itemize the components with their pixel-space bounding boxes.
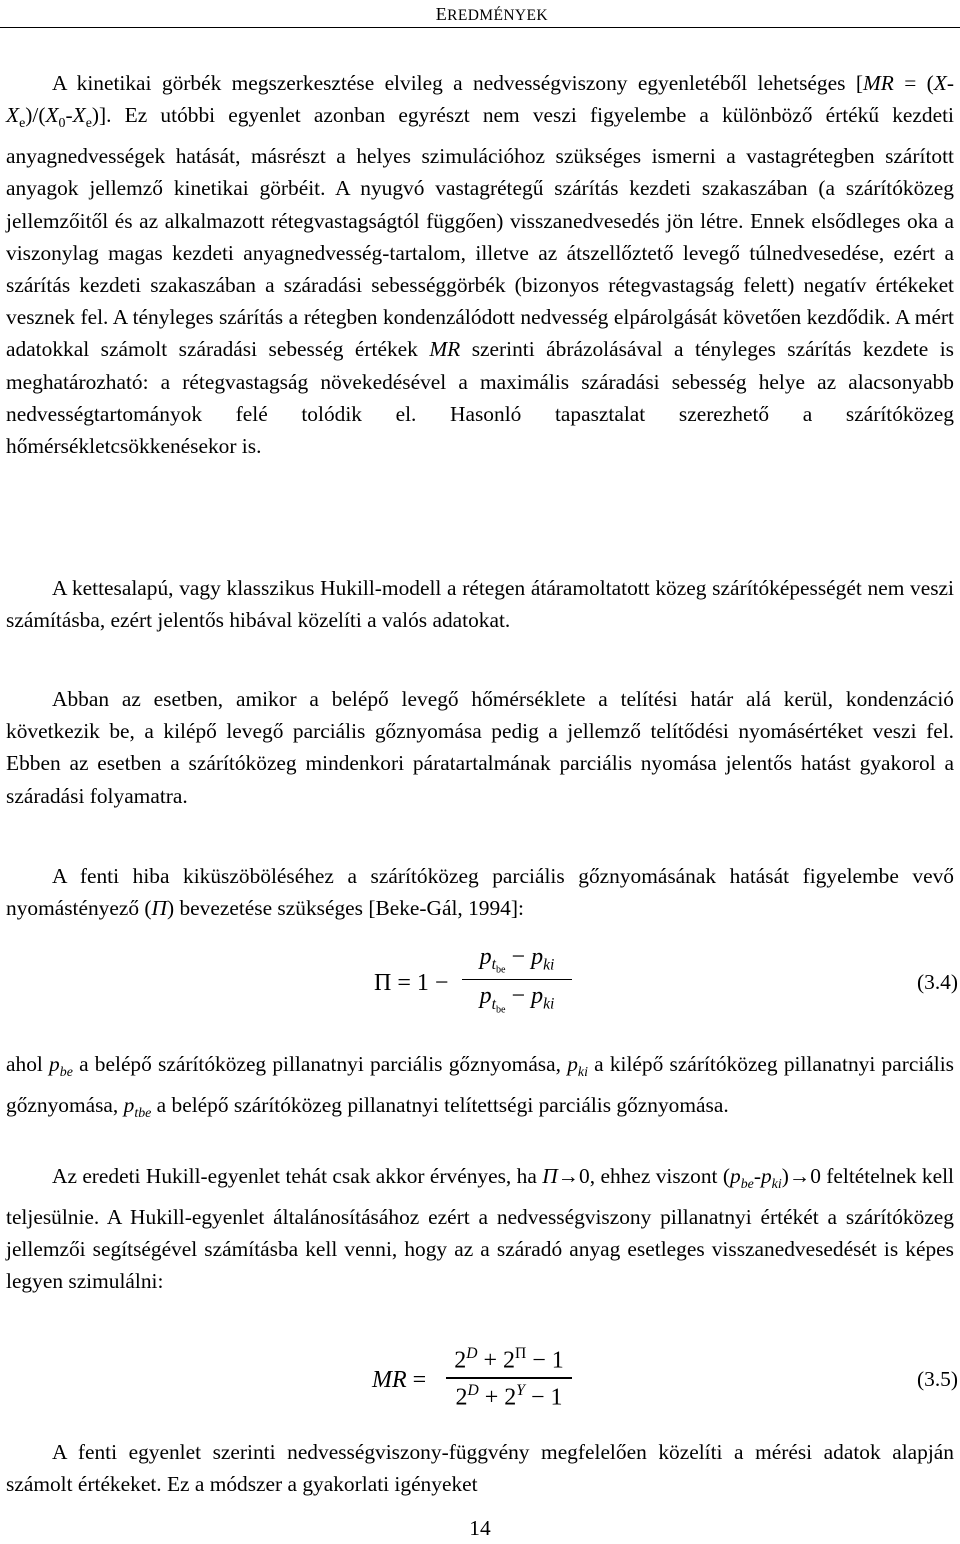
paragraph-7: A fenti egyenlet szerinti nedvességviszony-függvény megfelelően közelíti a mérési adatok alapján számolt értékeket. Ez a módszer a gyakorlati igényeket <box>6 1440 954 1497</box>
paragraph-6: Az eredeti Hukill-egyenlet tehát csak akkor érvényes, ha Π→0, ehhez viszont $(p_{be}-p_{ki})\to 0$ feltételnek kell teljesülnie. A Hukill-egyenlet általánosításához ezért a nedvességviszony pillanatnyi értékét a szárítóközeg jellemzői segítségével számításba kell venni, hogy az a száradó anyag esetleges visszanedvesedését is képes legyen szimulálni: <box>6 1164 954 1294</box>
paragraph-2: A kettesalapú, vagy klasszikus Hukill-modell a rétegen átáramoltatott közeg szárítóképességét nem veszi számításba, ezért jelentős hibával közelíti a valós adatokat. <box>6 576 954 633</box>
equation-3-5: MR = $2^D + 2^\Pi - 1$ $2^D + 2^Y - 1$ (3.5) <box>372 1345 958 1411</box>
equation-3-5-label: (3.5) <box>917 1367 958 1391</box>
paragraph-3: Abban az esetben, amikor a belépő levegő hőmérséklete a telítési határ alá kerül, kondenzáció következik be, a kilépő levegő parciális gőznyomása pedig a jellemző telítődési nyomásértéket veszi fel. Ebben az esetben a szárítóközeg mindenkori páratartalmának parciális nyomása jelentős hatást gyakorol a száradási folyamatra. <box>6 687 954 808</box>
running-head: EREDMÉNYEK <box>435 4 548 24</box>
paragraph-5: ahol $p_{be}$ a belépő szárítóközeg pillanatnyi parciális gőznyomása, $p_{ki}$ a kilépő szárítóközeg pillanatnyi parciális gőznyomása, $p_{tbe}$ a belépő szárítóközeg pillanatnyi telítettségi parciális gőznyomása. <box>6 1052 954 1121</box>
equation-3-5-fraction: $2^D + 2^\Pi - 1$ $2^D + 2^Y - 1$ <box>446 1345 572 1411</box>
equation-3-4: Π = 1 − $p_{t_{be}} - p_{ki}$ $p_{t_{be}} - p_{ki}$ (3.4) <box>374 944 958 1016</box>
equation-3-4-fraction: $p_{t_{be}} - p_{ki}$ $p_{t_{be}} - p_{ki}$ <box>462 944 572 1015</box>
equation-3-4-label: (3.4) <box>917 970 958 994</box>
paragraph-1: A kinetikai görbék megszerkesztése elvileg a nedvességviszony egyenletéből lehetséges $[MR = (X-X_e)/(X_0-X_e)]$. Ez utóbbi egyenlet azonban egyrészt nem veszi figyelembe a különböző értékű kezdeti anyagnedvességek hatását, másrészt a helyes szimulációhoz szükséges ismerni a vastagrétegben szárított anyagok jellemző kinetikai görbéit. A nyugvó vastagrétegű szárítás kezdeti szakaszában (a szárítóközeg jellemzőitől és az alkalmazott rétegvastagságtól függően) visszanedvesedés jön létre. Ennek elsődleges oka a viszonylag magas kezdeti anyagnedvesség-tartalom, illetve az átszellőztető levegő túlnedvesedése, ezért a szárítás kezdeti szakaszában a száradási sebességgörbék (bizonyos rétegvastagság felett) negatív értékeket vesznek fel. A tényleges szárítás a rétegben kondenzálódott nedvesség elpárolgását követően kezdődik. A mért adatokkal számolt száradási sebesség értékek MR szerinti ábrázolásával a tényleges szárítás kezdete is meghatározható: a rétegvastagság növekedésével a maximális száradási sebesség helye az alacsonyabb nedvességtartományok felé tolódik el. Hasonló tapasztalat szerezhető a szárítóközeg hőmérsékletcsökkenésekor is. <box>6 71 955 459</box>
paragraph-4: A fenti hiba kiküszöböléséhez a szárítóközeg parciális gőznyomásának hatását figyelembe vevő nyomástényező (Π) bevezetése szükséges [Beke-Gál, 1994]: <box>6 864 954 921</box>
header-rule <box>0 27 960 28</box>
page-number: 14 <box>469 1516 491 1540</box>
